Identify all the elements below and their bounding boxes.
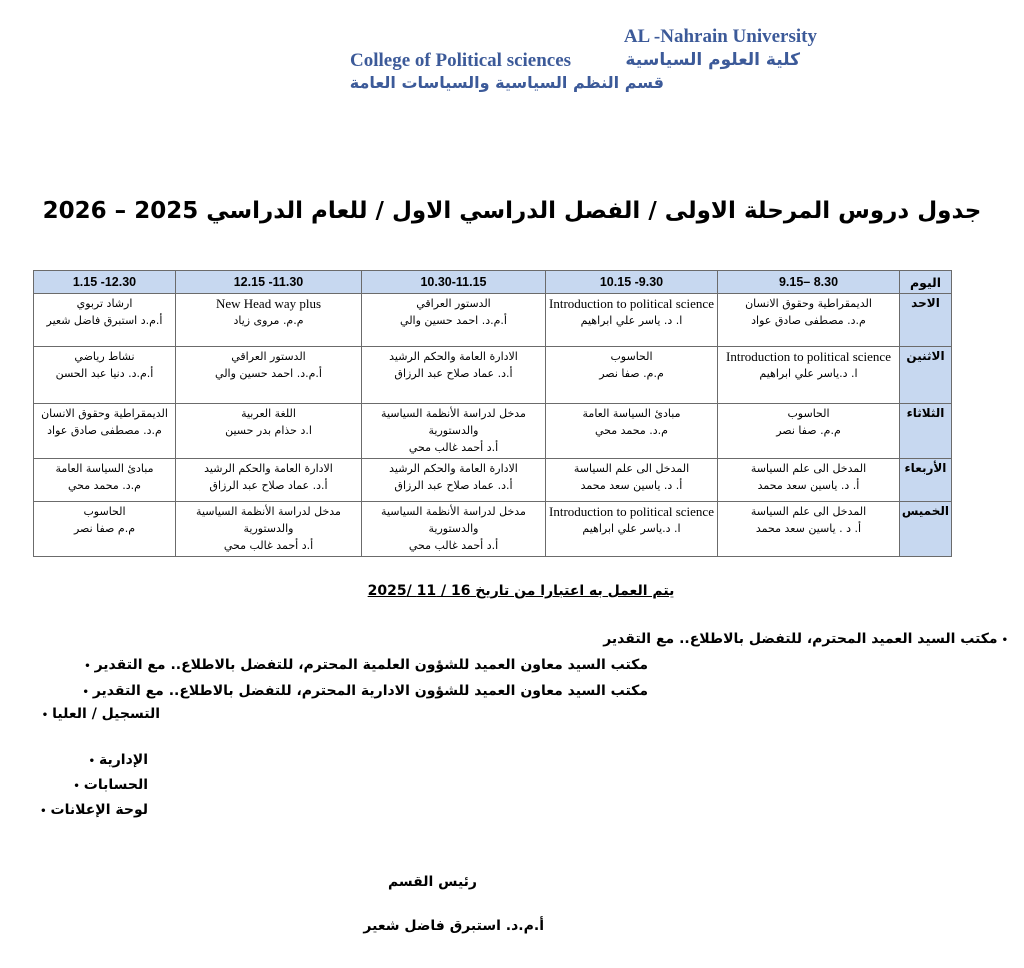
bullet-icon: • xyxy=(41,710,49,721)
class-cell xyxy=(34,404,176,459)
bullet-icon: • xyxy=(1001,635,1008,646)
class-cell xyxy=(176,459,362,502)
time-slot-header: 9.30- 10.15 xyxy=(546,271,718,294)
bullet-icon: • xyxy=(82,687,89,698)
class-cell xyxy=(718,502,900,557)
schedule-table xyxy=(33,270,952,557)
course-name: New Head way plus xyxy=(215,296,322,311)
teacher-name: أ.د أحمد غالب محي xyxy=(223,539,314,552)
class-cell xyxy=(718,347,900,404)
time-slot-header: 11.30- 12.15 xyxy=(176,271,362,294)
college-name-en: College of Political sciences xyxy=(350,50,572,71)
course-name: المدخل الى علم السياسة xyxy=(750,462,867,475)
teacher-name: أ. د. ياسين سعد محمد xyxy=(580,479,683,492)
class-cell xyxy=(34,347,176,404)
bullet-icon: • xyxy=(84,661,91,672)
day-cell: الاثنين xyxy=(900,347,952,404)
teacher-name: م.د. مصطفى صادق عواد xyxy=(751,314,866,327)
class-cell xyxy=(718,404,900,459)
course-name: Introduction to political science xyxy=(726,349,891,364)
distribution-item: التسجيل / العليا• xyxy=(41,706,160,722)
class-cell xyxy=(176,347,362,404)
teacher-name: أ.د أحمد غالب محي xyxy=(408,441,499,454)
teacher-name: أ.م.د. احمد حسين والي xyxy=(215,367,322,380)
course-name: Introduction to political science xyxy=(549,504,714,519)
course-name: الادارة العامة والحكم الرشيد xyxy=(389,462,518,475)
class-cell xyxy=(34,459,176,502)
distribution-item: الإدارية• xyxy=(88,752,148,768)
bullet-icon: • xyxy=(73,781,80,792)
bullet-icon: • xyxy=(40,806,47,817)
class-cell xyxy=(362,459,546,502)
course-name: الادارة العامة والحكم الرشيد xyxy=(389,350,518,363)
course-name: مبادئ السياسة العامة xyxy=(582,407,681,420)
teacher-name: م.د. مصطفى صادق عواد xyxy=(47,424,162,437)
effective-date-note: يتم العمل به اعتبارا من تاريخ 16 / 11 /2025 xyxy=(367,583,675,599)
class-cell xyxy=(362,294,546,347)
course-name: الدستور العراقي xyxy=(416,297,491,310)
day-cell: الاحد xyxy=(900,294,952,347)
teacher-name: أ.م.د. احمد حسين والي xyxy=(400,314,507,327)
department-name-ar: قسم النظم السياسية والسياسات العامة xyxy=(349,73,664,92)
course-name: الدستور العراقي xyxy=(231,350,306,363)
day-cell: الخميس xyxy=(900,502,952,557)
distribution-item: الحسابات• xyxy=(73,777,148,793)
distribution-item: لوحة الإعلانات• xyxy=(40,802,148,818)
teacher-name: أ.د. عماد صلاح عبد الرزاق xyxy=(394,367,513,380)
class-cell xyxy=(546,294,718,347)
class-cell xyxy=(546,502,718,557)
class-cell xyxy=(546,347,718,404)
teacher-name: ا. د.ياسر علي ابراهيم xyxy=(759,367,858,380)
teacher-name: م.م صفا نصر xyxy=(73,522,136,535)
course-name: الحاسوب xyxy=(610,350,653,363)
teacher-name: م.د. محمد محي xyxy=(595,424,668,437)
course-name: المدخل الى علم السياسة xyxy=(573,462,690,475)
teacher-name: م.د. محمد محي xyxy=(68,479,141,492)
time-slot-header: 10.30-11.15 xyxy=(362,271,546,294)
teacher-name: أ. د . ياسين سعد محمد xyxy=(755,522,862,535)
class-cell xyxy=(176,404,362,459)
class-cell xyxy=(718,294,900,347)
teacher-name: أ.م.د استبرق فاضل شعير xyxy=(46,314,163,327)
course-name: ارشاد تربوي xyxy=(76,297,133,310)
distribution-item: •مكتب السيد العميد المحترم، للتفضل بالاطلاع.. مع التقدير xyxy=(603,631,1008,647)
course-name: مدخل لدراسة الأنظمة السياسية والدستورية xyxy=(381,505,526,535)
table-header-row xyxy=(34,271,952,294)
signature-name: أ.م.د. استبرق فاضل شعير xyxy=(363,918,544,934)
table-row xyxy=(34,459,952,502)
distribution-item: مكتب السيد معاون العميد للشؤون العلمية المحترم، للتفضل بالاطلاع.. مع التقدير• xyxy=(84,657,648,673)
course-name: الادارة العامة والحكم الرشيد xyxy=(204,462,333,475)
course-name: مدخل لدراسة الأنظمة السياسية والدستورية xyxy=(381,407,526,437)
class-cell xyxy=(362,347,546,404)
course-name: Introduction to political science xyxy=(549,296,714,311)
course-name: الحاسوب xyxy=(787,407,830,420)
day-cell: الثلاثاء xyxy=(900,404,952,459)
course-name: الحاسوب xyxy=(83,505,126,518)
class-cell xyxy=(546,404,718,459)
table-row xyxy=(34,502,952,557)
course-name: الديمقراطية وحقوق الانسان xyxy=(745,297,872,310)
class-cell xyxy=(34,294,176,347)
class-cell xyxy=(718,459,900,502)
class-cell xyxy=(176,502,362,557)
class-cell xyxy=(176,294,362,347)
course-name: المدخل الى علم السياسة xyxy=(750,505,867,518)
bullet-icon: • xyxy=(88,756,95,767)
teacher-name: أ.د. عماد صلاح عبد الرزاق xyxy=(209,479,328,492)
signature-role: رئيس القسم xyxy=(387,874,477,890)
schedule-title: جدول دروس المرحلة الاولى / الفصل الدراسي الاول / للعام الدراسي 2025 – 2026 xyxy=(42,198,982,224)
teacher-name: م.م. صفا نصر xyxy=(776,424,841,437)
course-name: نشاط رياضي xyxy=(74,350,135,363)
time-slot-header: 8.30 –9.15 xyxy=(718,271,900,294)
class-cell xyxy=(546,459,718,502)
class-cell xyxy=(34,502,176,557)
day-column-header: اليوم xyxy=(900,271,952,294)
teacher-name: م.م. مروى زياد xyxy=(233,314,304,327)
distribution-item: مكتب السيد معاون العميد للشؤون الادارية المحترم، للتفضل بالاطلاع.. مع التقدير• xyxy=(82,683,648,699)
college-name-ar: كلية العلوم السياسية xyxy=(625,50,800,70)
time-slot-header: 12.30- 1.15 xyxy=(34,271,176,294)
teacher-name: ا. د. ياسر علي ابراهيم xyxy=(580,314,683,327)
course-name: اللغة العربية xyxy=(241,407,296,420)
teacher-name: أ. د. ياسين سعد محمد xyxy=(757,479,860,492)
course-name: مبادئ السياسة العامة xyxy=(55,462,154,475)
day-cell: الأربعاء xyxy=(900,459,952,502)
teacher-name: م.م. صفا نصر xyxy=(599,367,664,380)
table-row xyxy=(34,294,952,347)
teacher-name: أ.د أحمد غالب محي xyxy=(408,539,499,552)
teacher-name: أ.م.د. دنيا عبد الحسن xyxy=(55,367,154,380)
table-row xyxy=(34,404,952,459)
university-name-en: AL -Nahrain University xyxy=(623,26,817,47)
teacher-name: ا. د.ياسر علي ابراهيم xyxy=(582,522,681,535)
class-cell xyxy=(362,502,546,557)
course-name: الديمقراطية وحقوق الانسان xyxy=(41,407,168,420)
class-cell xyxy=(362,404,546,459)
teacher-name: أ.د. عماد صلاح عبد الرزاق xyxy=(394,479,513,492)
table-row xyxy=(34,347,952,404)
teacher-name: ا.د حذام بدر حسين xyxy=(225,424,312,437)
course-name: مدخل لدراسة الأنظمة السياسية والدستورية xyxy=(196,505,341,535)
